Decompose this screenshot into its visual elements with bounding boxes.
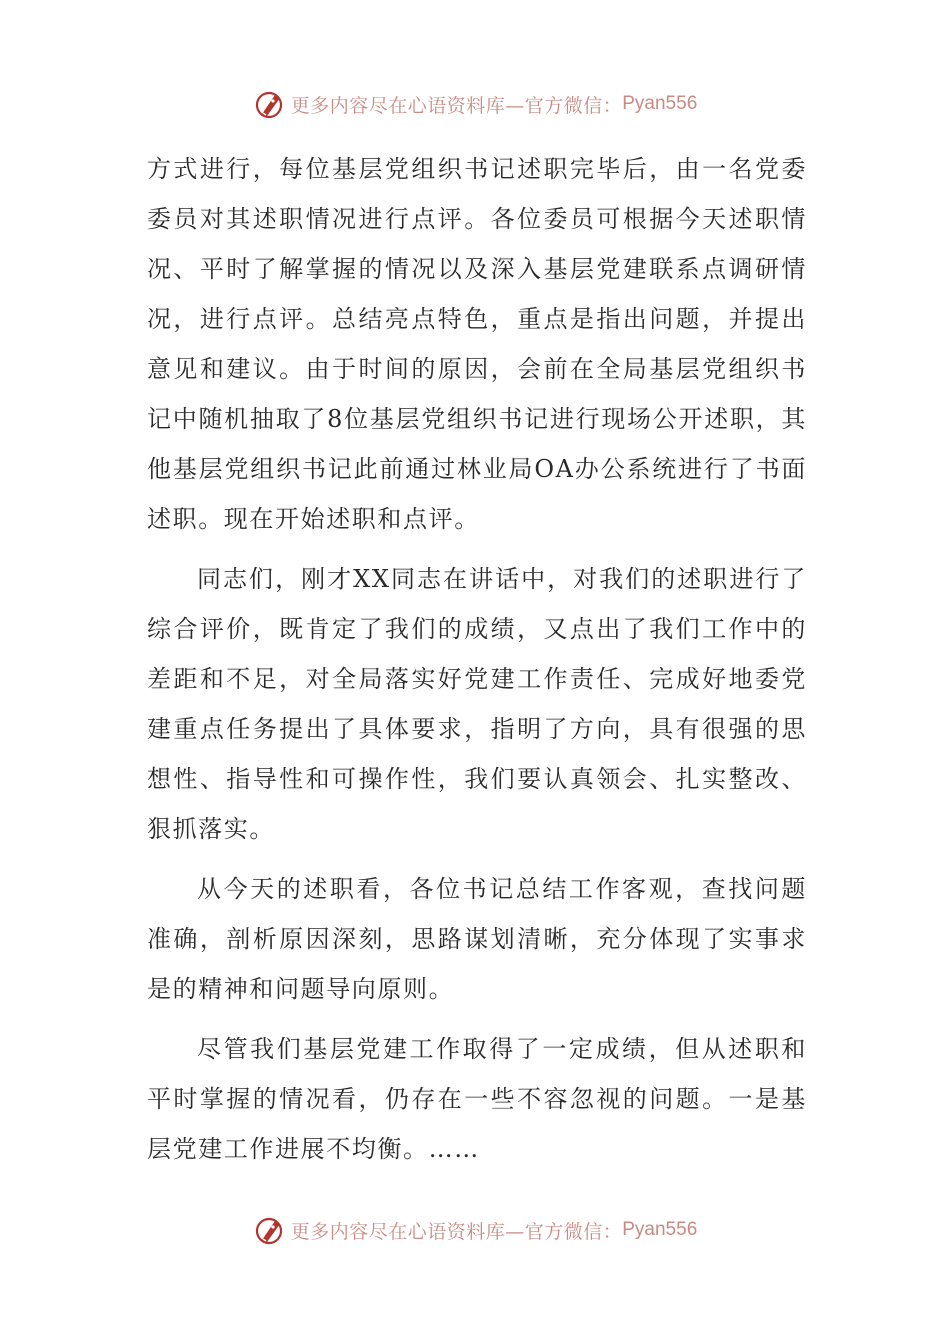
- paragraph-3: 从今天的述职看，各位书记总结工作客观，查找问题准确，剖析原因深刻，思路谋划清晰，充分体现了实事求是的精神和问题导向原则。: [147, 875, 807, 1003]
- pen-nib-circle-icon: [253, 1213, 287, 1247]
- header-banner: [0, 84, 950, 124]
- footer-banner-text: 更多内容尽在心语资料库—官方微信：: [290, 1220, 623, 1243]
- footer-banner: [0, 1210, 950, 1250]
- paragraph-1: 方式进行，每位基层党组织书记述职完毕后，由一名党委委员对其述职情况进行点评。各位委员可根据今天述职情况、平时了解掌握的情况以及深入基层党建联系点调研情况，进行点评。总结亮点特色，重点是指出问题，并提出意见和建议。由于时间的原因，会前在全局基层党组织书记中随机抽取了8位基层党组织书记进行现场公开述职，其他基层党组织书记此前通过林业局OA办公系统进行了书面述职。现在开始述职和点评。: [147, 155, 807, 533]
- footer-banner-wechat-id: Pyan556: [622, 1219, 698, 1240]
- document-body: [147, 144, 807, 1174]
- paragraph-4: 尽管我们基层党建工作取得了一定成绩，但从述职和平时掌握的情况看，仍存在一些不容忽视的问题。一是基层党建工作进展不均衡。……: [147, 1035, 807, 1163]
- header-banner-wechat-id: Pyan556: [622, 93, 698, 114]
- paragraph-2: 同志们，刚才XX同志在讲话中，对我们的述职进行了综合评价，既肯定了我们的成绩，又点出了我们工作中的差距和不足，对全局落实好党建工作责任、完成好地委党建重点任务提出了具体要求，指明了方向，具有很强的思想性、指导性和可操作性，我们要认真领会、扎实整改、狠抓落实。: [147, 565, 807, 843]
- header-banner-text: 更多内容尽在心语资料库—官方微信：: [290, 94, 623, 117]
- pen-nib-circle-icon: [253, 87, 287, 121]
